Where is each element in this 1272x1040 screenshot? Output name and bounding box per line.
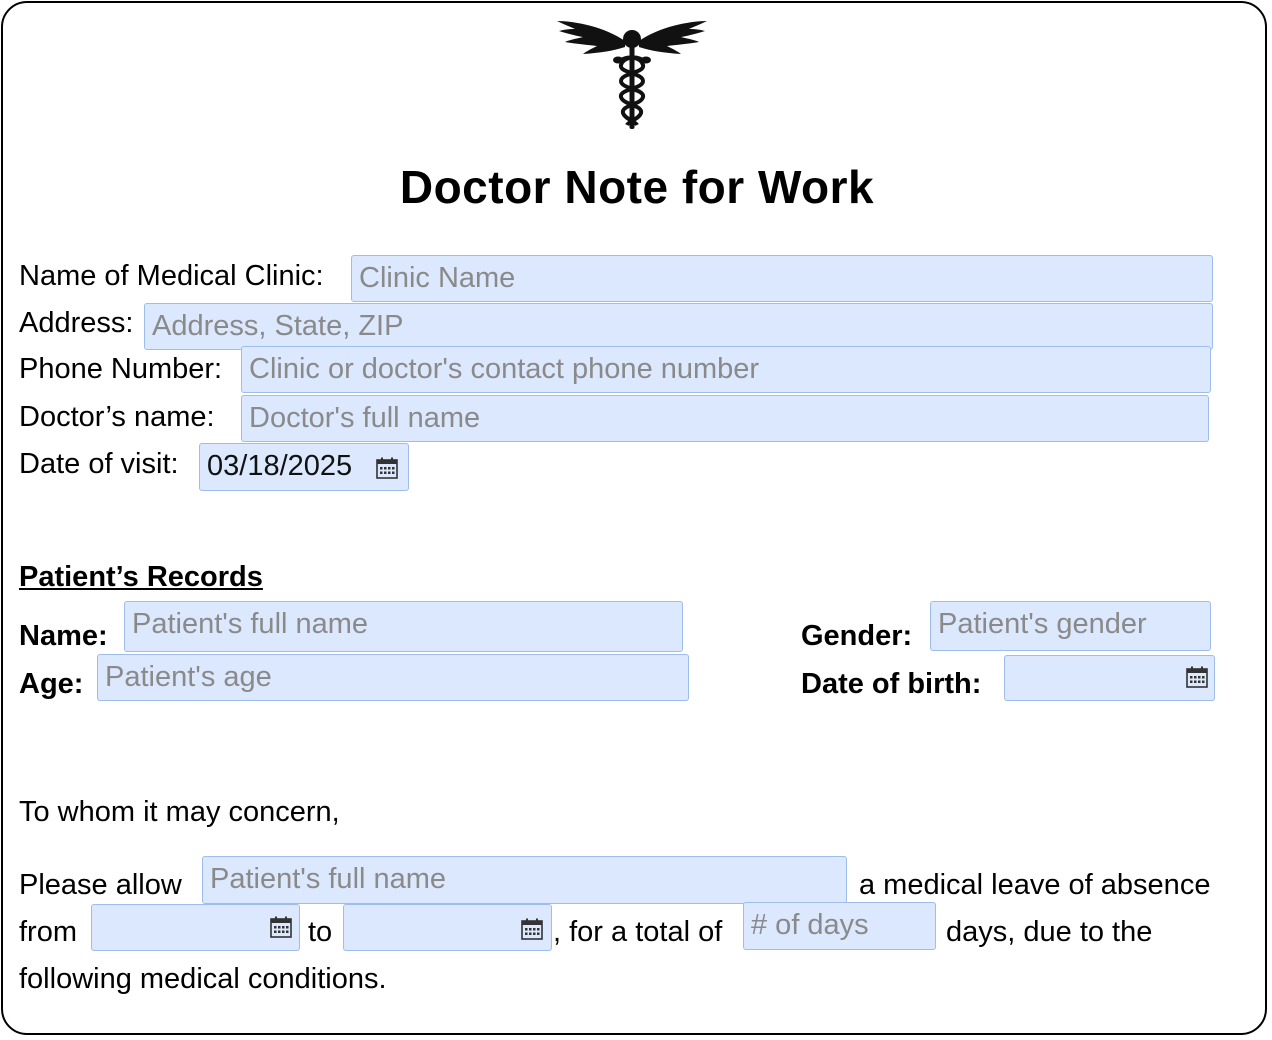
leave-patient-name-placeholder: Patient's full name [210,863,447,895]
clinic-name-field[interactable] [351,255,1213,302]
phone-field[interactable] [241,346,1211,393]
to-text: to [308,916,333,948]
total-text: , for a total of [553,916,723,948]
clinic-name-label: Name of Medical Clinic: [19,260,324,292]
from-text: from [19,916,77,948]
leave-patient-name-field[interactable] [202,856,847,904]
gender-label: Gender: [801,620,913,652]
gender-field[interactable] [930,601,1211,651]
phone-label: Phone Number: [19,353,223,385]
dob-field[interactable] [1004,655,1215,701]
document-page [1,1,1267,1035]
leave-text: a medical leave of absence [859,869,1211,901]
days-due-text: days, due to the [946,916,1153,948]
patient-age-label: Age: [19,668,84,700]
greeting-text: To whom it may concern, [19,796,340,828]
please-allow-text: Please allow [19,869,182,901]
address-label: Address: [19,307,134,339]
phone-placeholder: Clinic or doctor's contact phone number [249,353,760,385]
doctor-name-label: Doctor’s name: [19,401,215,433]
clinic-name-placeholder: Clinic Name [359,262,516,294]
caduceus-icon [555,17,709,135]
dob-label: Date of birth: [801,668,982,700]
visit-date-value: 03/18/2025 [207,450,353,482]
patient-name-field[interactable] [124,601,683,652]
calendar-icon[interactable] [1185,665,1209,689]
patient-age-field[interactable] [97,654,689,701]
gender-placeholder: Patient's gender [938,608,1147,640]
conditions-text: following medical conditions. [19,963,387,995]
address-field[interactable] [144,303,1213,350]
patient-name-placeholder: Patient's full name [132,608,369,640]
page-title: Doctor Note for Work [399,161,875,213]
days-count-placeholder: # of days [751,909,869,941]
patient-records-heading: Patient’s Records [19,561,263,593]
calendar-icon[interactable] [375,456,399,480]
calendar-icon[interactable] [520,917,544,941]
patient-age-placeholder: Patient's age [105,661,272,693]
doctor-name-field[interactable] [241,395,1209,442]
address-placeholder: Address, State, ZIP [152,310,404,342]
visit-date-label: Date of visit: [19,448,179,480]
doctor-name-placeholder: Doctor's full name [249,402,481,434]
calendar-icon[interactable] [269,915,293,939]
days-count-field[interactable] [743,902,936,950]
patient-name-label: Name: [19,620,108,652]
